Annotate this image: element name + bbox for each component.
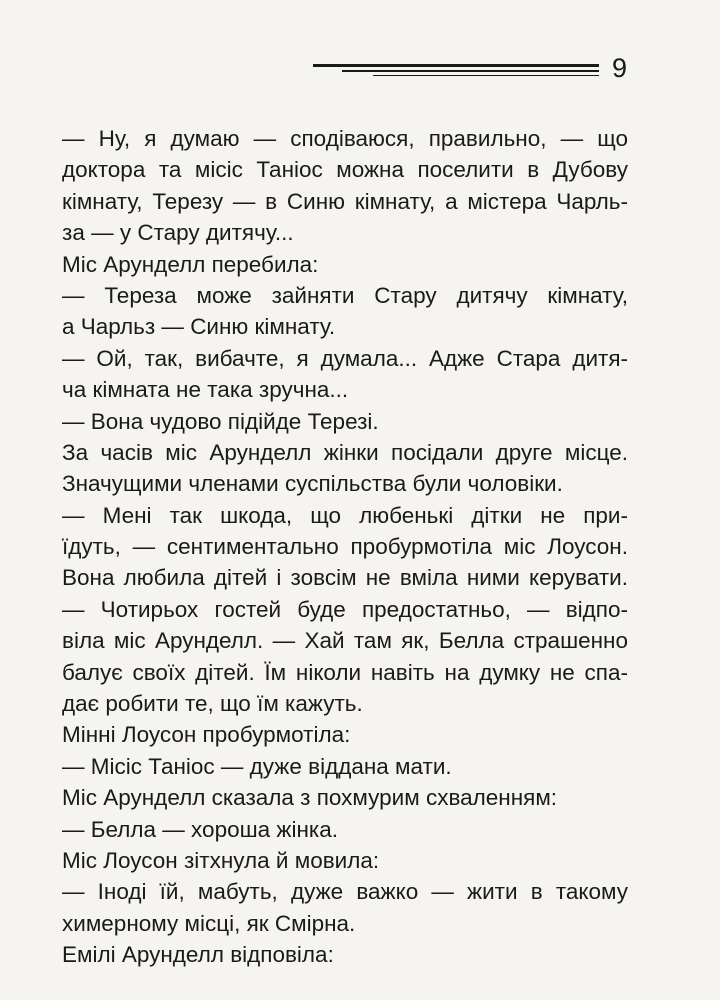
text-line: Мінні Лоусон пробурмотіла: (62, 722, 351, 748)
text-line: балує своїх дітей. Їм ніколи навіть на думку не спа- (62, 659, 628, 685)
text-line: — Ой, так, вибачте, я думала... Адже Стара дитя- (62, 345, 628, 371)
text-line: Емілі Арунделл відповіла: (62, 942, 334, 968)
text-line: а Чарльз — Синю кімнату. (62, 314, 336, 340)
header-rule-bottom (373, 75, 599, 76)
text-line: — Белла — хороша жінка. (62, 816, 338, 842)
text-line: — Тереза може зайняти Стару дитячу кімнату, (62, 282, 628, 308)
text-line: Міс Лоусон зітхнула й мовила: (62, 847, 380, 873)
page-number: 9 (612, 53, 628, 83)
text-line: їдуть, — сентиментально пробурмотіла міс Лоусон. (62, 534, 628, 560)
text-line: химерному місці, як Смірна. (62, 910, 356, 936)
text-line: віла міс Арунделл. — Хай там як, Белла страшенно (62, 628, 628, 654)
text-line: Міс Арунделл перебила: (62, 251, 319, 277)
text-line: за — у Стару дитячу... (62, 220, 294, 246)
text-line: доктора та місіс Таніос можна поселити в Дубову (62, 157, 628, 183)
text-line: Значущими членами суспільства були чоловіки. (62, 471, 563, 497)
page-header (0, 0, 720, 100)
text-line: кімнату, Терезу — в Синю кімнату, а містера Чарль- (62, 188, 628, 214)
header-rule-middle (342, 70, 599, 72)
text-line: — Місіс Таніос — дуже віддана мати. (62, 753, 452, 779)
text-line: — Мені так шкода, що любенькі дітки не при- (62, 502, 628, 528)
text-line: ча кімната не така зручна... (62, 377, 349, 403)
text-line: дає робити те, що їм кажуть. (62, 691, 363, 717)
text-line: За часів міс Арунделл жінки посідали друге місце. (62, 439, 628, 465)
text-line: — Іноді їй, мабуть, дуже важко — жити в такому (62, 879, 628, 905)
text-line: Вона любила дітей і зовсім не вміла ними керувати. (62, 565, 628, 591)
header-rule-top (313, 64, 599, 67)
page-text (62, 123, 628, 971)
text-line: Міс Арунделл сказала з похмурим схваленням: (62, 785, 558, 811)
text-line: — Ну, я думаю — сподіваюся, правильно, — що (62, 126, 628, 151)
text-line: — Чотирьох гостей буде предостатньо, — відпо- (62, 596, 628, 622)
text-line: — Вона чудово підійде Терезі. (62, 408, 379, 434)
